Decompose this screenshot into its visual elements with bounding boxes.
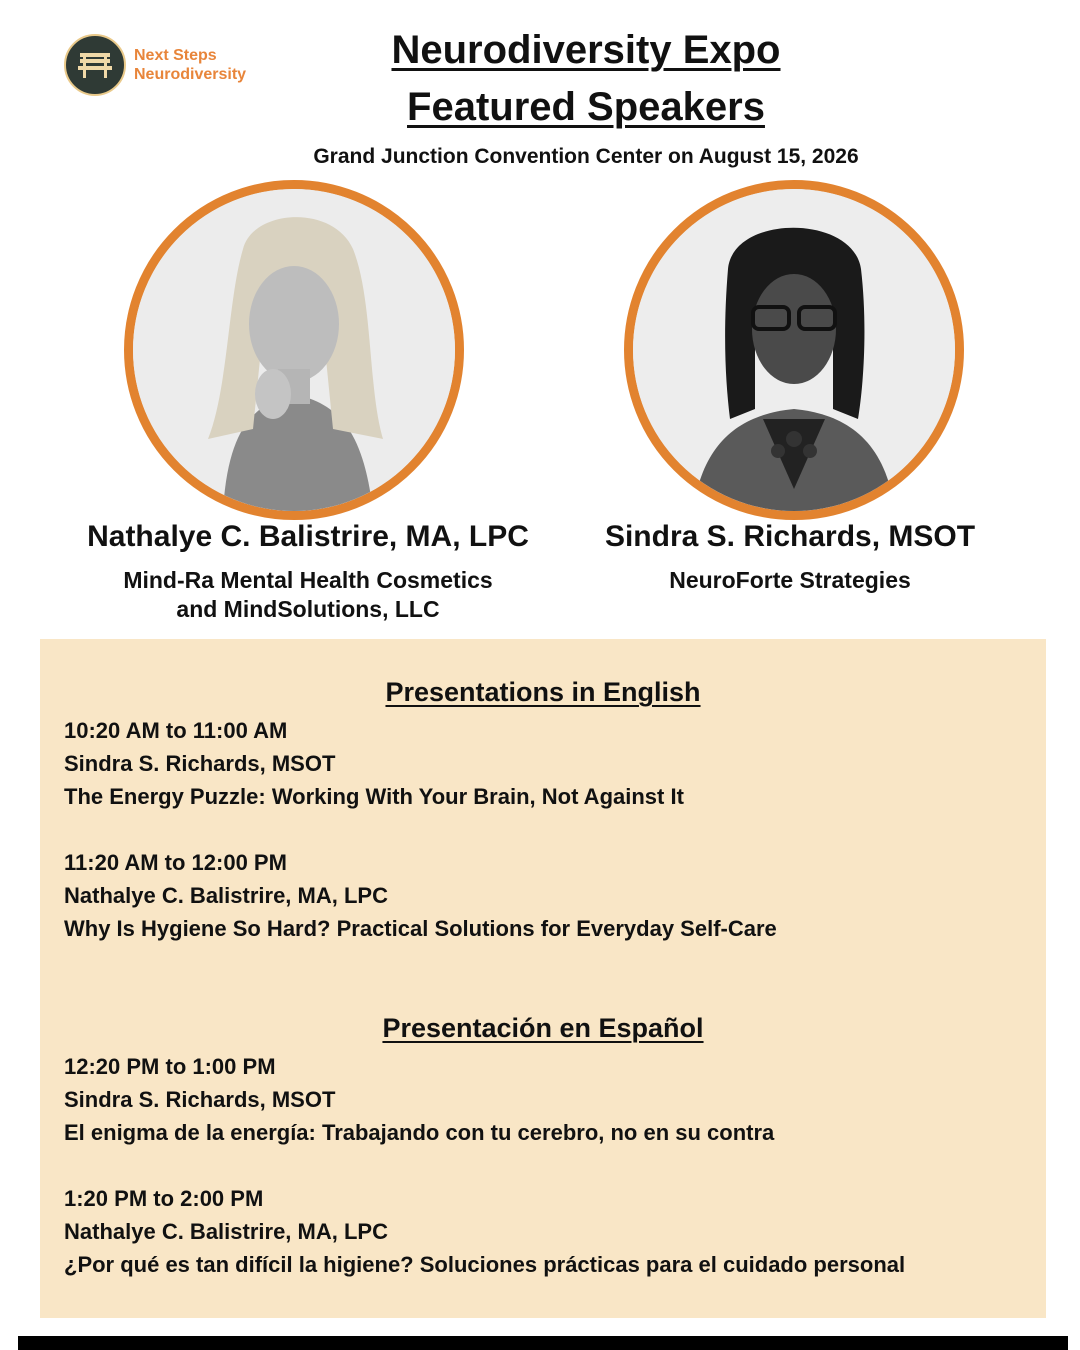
speaker-1-organization: [60, 566, 556, 624]
footer-bar: [18, 1336, 1068, 1350]
speaker-2-photo: [624, 180, 964, 520]
session-time: 1:20 PM to 2:00 PM: [64, 1186, 264, 1211]
section-heading-english: Presentations in English: [385, 677, 701, 707]
speaker-1-photo: [124, 180, 464, 520]
session-time: 12:20 PM to 1:00 PM: [64, 1054, 276, 1079]
session-time: 11:20 AM to 12:00 PM: [64, 850, 287, 875]
logo-line-1: Next Steps: [134, 47, 217, 64]
session-speaker: Sindra S. Richards, MSOT: [64, 1087, 336, 1112]
logo-line-2: Neurodiversity: [134, 66, 247, 83]
session-speaker: Nathalye C. Balistrire, MA, LPC: [64, 883, 388, 908]
speaker-2-organization: NeuroForte Strategies: [669, 567, 911, 593]
event-subtitle: Grand Junction Convention Center on August 15, 2026: [313, 145, 859, 168]
speaker-1-name: Nathalye C. Balistrire, MA, LPC: [87, 520, 529, 553]
page-title-line-2: Featured Speakers: [407, 85, 765, 129]
session-title: ¿Por qué es tan difícil la higiene? Soluciones prácticas para el cuidado personal: [64, 1252, 906, 1277]
section-heading-spanish: Presentación en Español: [382, 1013, 704, 1043]
session-title: Why Is Hygiene So Hard? Practical Solutions for Everyday Self-Care: [64, 916, 777, 941]
session-time: 10:20 AM to 11:00 AM: [64, 718, 288, 743]
speaker-1-org-line-1: Mind-Ra Mental Health Cosmetics: [123, 567, 493, 593]
speaker-1-org-line-2: and MindSolutions, LLC: [176, 596, 440, 622]
session-2: [64, 846, 1026, 945]
page-title-line-1: Neurodiversity Expo: [391, 28, 781, 72]
schedule-panel: [40, 639, 1046, 1318]
session-1: [64, 714, 1026, 813]
session-title: The Energy Puzzle: Working With Your Brain, Not Against It: [64, 784, 684, 809]
session-title: El enigma de la energía: Trabajando con tu cerebro, no en su contra: [64, 1120, 775, 1145]
session-speaker: Nathalye C. Balistrire, MA, LPC: [64, 1219, 388, 1244]
speaker-2-name: Sindra S. Richards, MSOT: [604, 520, 976, 553]
session-4: [64, 1182, 1026, 1281]
session-3: [64, 1050, 1026, 1149]
session-speaker: Sindra S. Richards, MSOT: [64, 751, 336, 776]
